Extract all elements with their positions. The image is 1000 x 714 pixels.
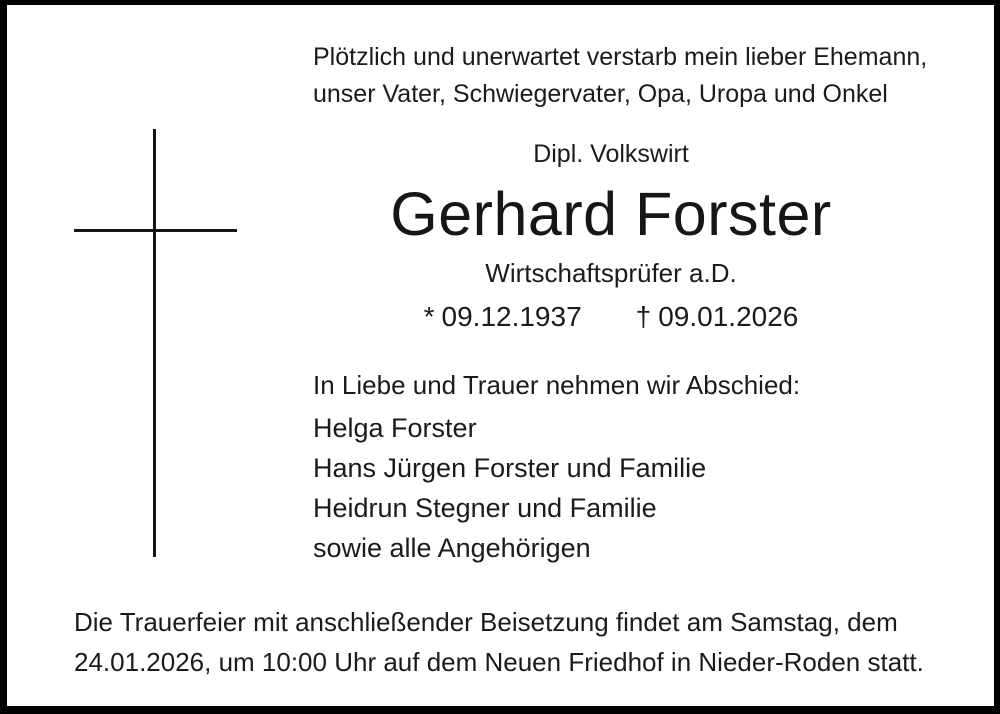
farewell-line: In Liebe und Trauer nehmen wir Abschied:: [313, 370, 801, 400]
life-dates: [313, 301, 909, 333]
death-date: [636, 301, 799, 333]
deceased-profession: Wirtschaftsprüfer a.D.: [485, 258, 737, 288]
memorial-cross-vertical-bar: [153, 129, 156, 557]
birth-date: [424, 301, 582, 333]
mourner-item: sowie alle Angehörigen: [313, 533, 591, 563]
intro-line-2: unser Vater, Schwiegervater, Opa, Uropa und Onkel: [313, 80, 888, 108]
funeral-info: [74, 602, 979, 682]
deceased-name: Gerhard Forster: [390, 180, 832, 248]
mourner-item: Helga Forster: [313, 413, 477, 443]
funeral-line-1: Die Trauerfeier mit anschließender Beisetzung findet am Samstag, dem: [74, 607, 898, 637]
memorial-cross-horizontal-bar: [74, 229, 237, 232]
deceased-pre-title: Dipl. Volkswirt: [533, 140, 689, 168]
death-date-value: 09.01.2026: [658, 301, 799, 332]
birth-star-symbol: *: [423, 301, 435, 332]
birth-date-value: 09.12.1937: [441, 301, 582, 332]
intro-text: [313, 39, 973, 113]
mourner-item: Heidrun Stegner und Familie: [313, 493, 657, 523]
intro-line-1: Plötzlich und unerwartet verstarb mein lieber Ehemann,: [313, 43, 928, 71]
mourner-item: Hans Jürgen Forster und Familie: [313, 453, 707, 483]
death-cross-symbol: †: [635, 301, 652, 332]
mourners-list: [313, 408, 706, 568]
funeral-line-2: 24.01.2026, um 10:00 Uhr auf dem Neuen Friedhof in Nieder-Roden statt.: [74, 647, 924, 677]
